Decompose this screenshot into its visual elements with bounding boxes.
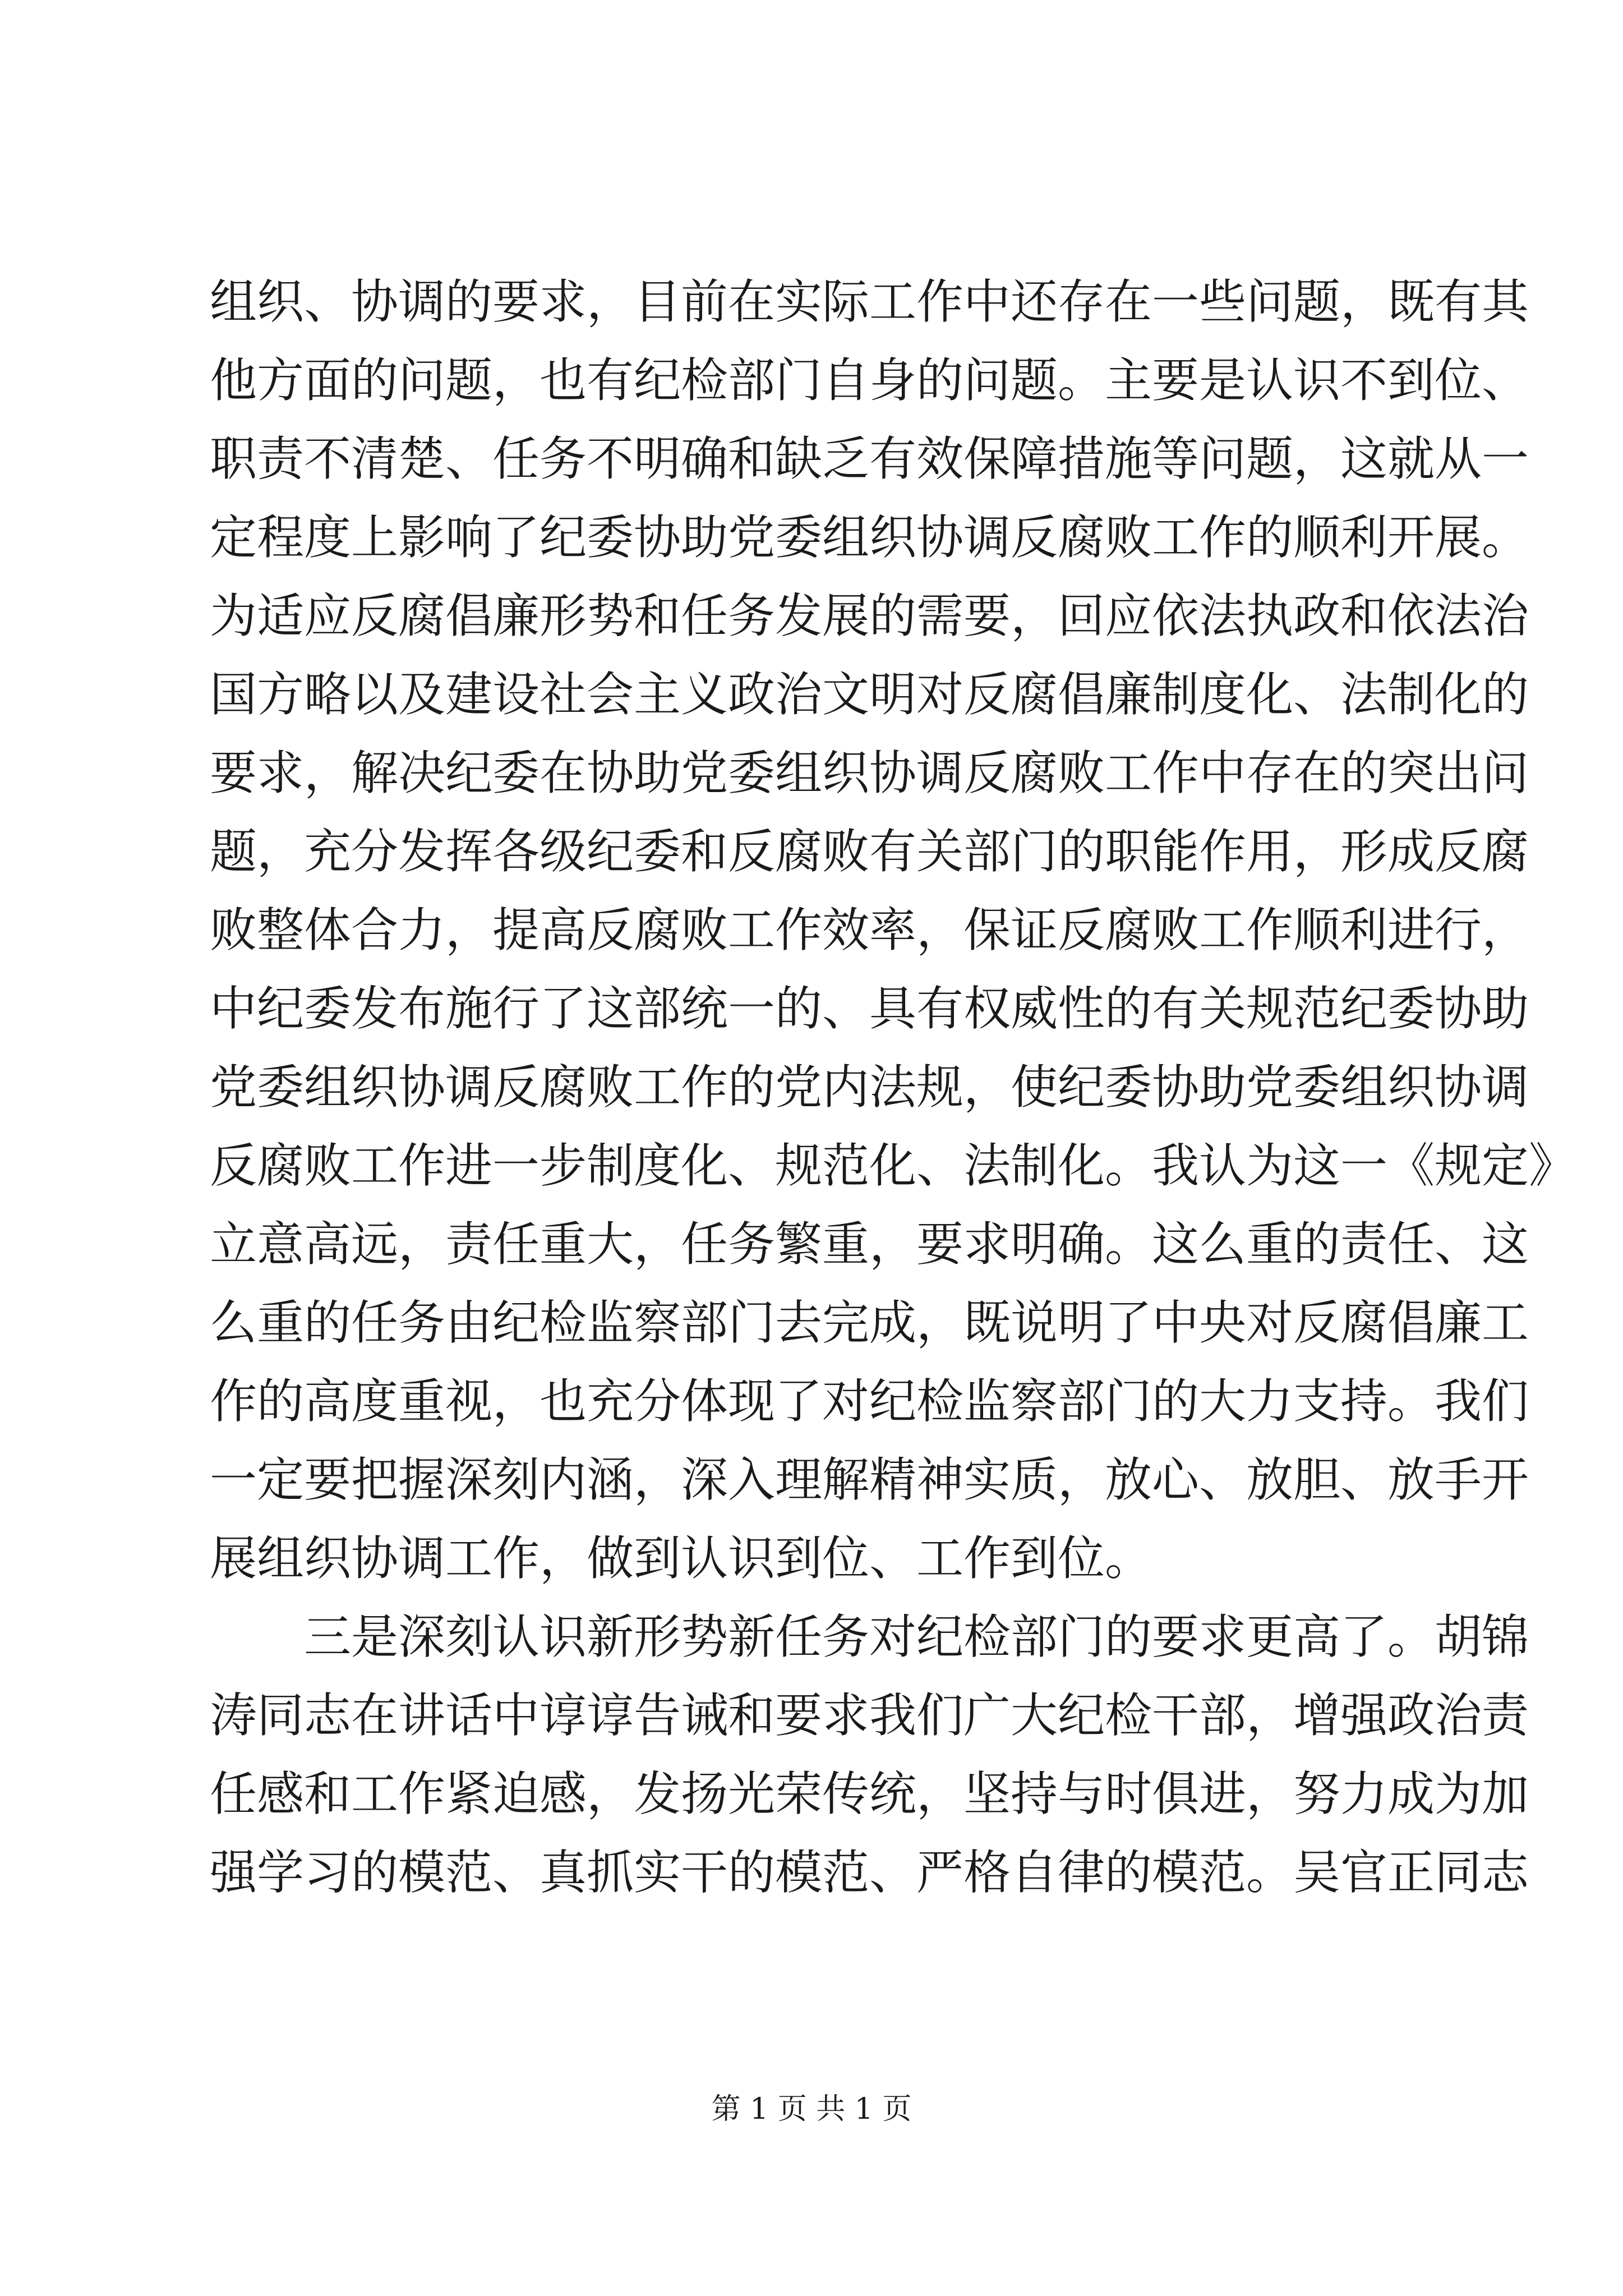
text-line: 任感和工作紧迫感，发扬光荣传统，坚持与时俱进，努力成为加 — [210, 1766, 1529, 1821]
text-line: 三是深刻认识新形势新任务对纪检部门的要求更高了。胡锦 — [304, 1609, 1529, 1664]
page-footer — [0, 2090, 1623, 2129]
text-line: 为适应反腐倡廉形势和任务发展的需要，回应依法执政和依法治 — [210, 588, 1529, 643]
text-line: 反腐败工作进一步制度化、规范化、法制化。我认为这一《规定》 — [210, 1138, 1576, 1193]
text-line: 要求，解决纪委在协助党委组织协调反腐败工作中存在的突出问 — [210, 746, 1529, 800]
text-line: 败整体合力，提高反腐败工作效率，保证反腐败工作顺利进行， — [210, 903, 1529, 958]
text-line: 定程度上影响了纪委协助党委组织协调反腐败工作的顺利开展。 — [210, 510, 1529, 565]
text-line: 国方略以及建设社会主义政治文明对反腐倡廉制度化、法制化的 — [210, 667, 1529, 722]
text-line: 中纪委发布施行了这部统一的、具有权威性的有关规范纪委协助 — [210, 981, 1529, 1036]
text-line: 一定要把握深刻内涵，深入理解精神实质，放心、放胆、放手开 — [210, 1452, 1529, 1507]
text-line: 么重的任务由纪检监察部门去完成，既说明了中央对反腐倡廉工 — [210, 1295, 1529, 1350]
text-line: 党委组织协调反腐败工作的党内法规，使纪委协助党委组织协调 — [210, 1060, 1529, 1115]
text-line: 他方面的问题，也有纪检部门自身的问题。主要是认识不到位、 — [210, 353, 1529, 408]
text-line: 立意高远，责任重大，任务繁重，要求明确。这么重的责任、这 — [210, 1217, 1529, 1272]
text-line: 强学习的模范、真抓实干的模范、严格自律的模范。吴官正同志 — [210, 1845, 1529, 1900]
text-line: 职责不清楚、任务不明确和缺乏有效保障措施等问题，这就从一 — [210, 431, 1529, 486]
text-line: 涛同志在讲话中谆谆告诫和要求我们广大纪检干部，增强政治责 — [210, 1688, 1529, 1743]
text-line: 组织、协调的要求，目前在实际工作中还存在一些问题，既有其 — [210, 274, 1529, 329]
text-line: 题，充分发挥各级纪委和反腐败有关部门的职能作用，形成反腐 — [210, 824, 1529, 879]
body-text — [210, 263, 1576, 1912]
text-line: 展组织协调工作，做到认识到位、工作到位。 — [210, 1531, 1152, 1586]
page-number: 第 1 页 共 1 页 — [711, 2092, 912, 2126]
text-line: 作的高度重视，也充分体现了对纪检监察部门的大力支持。我们 — [210, 1374, 1529, 1429]
